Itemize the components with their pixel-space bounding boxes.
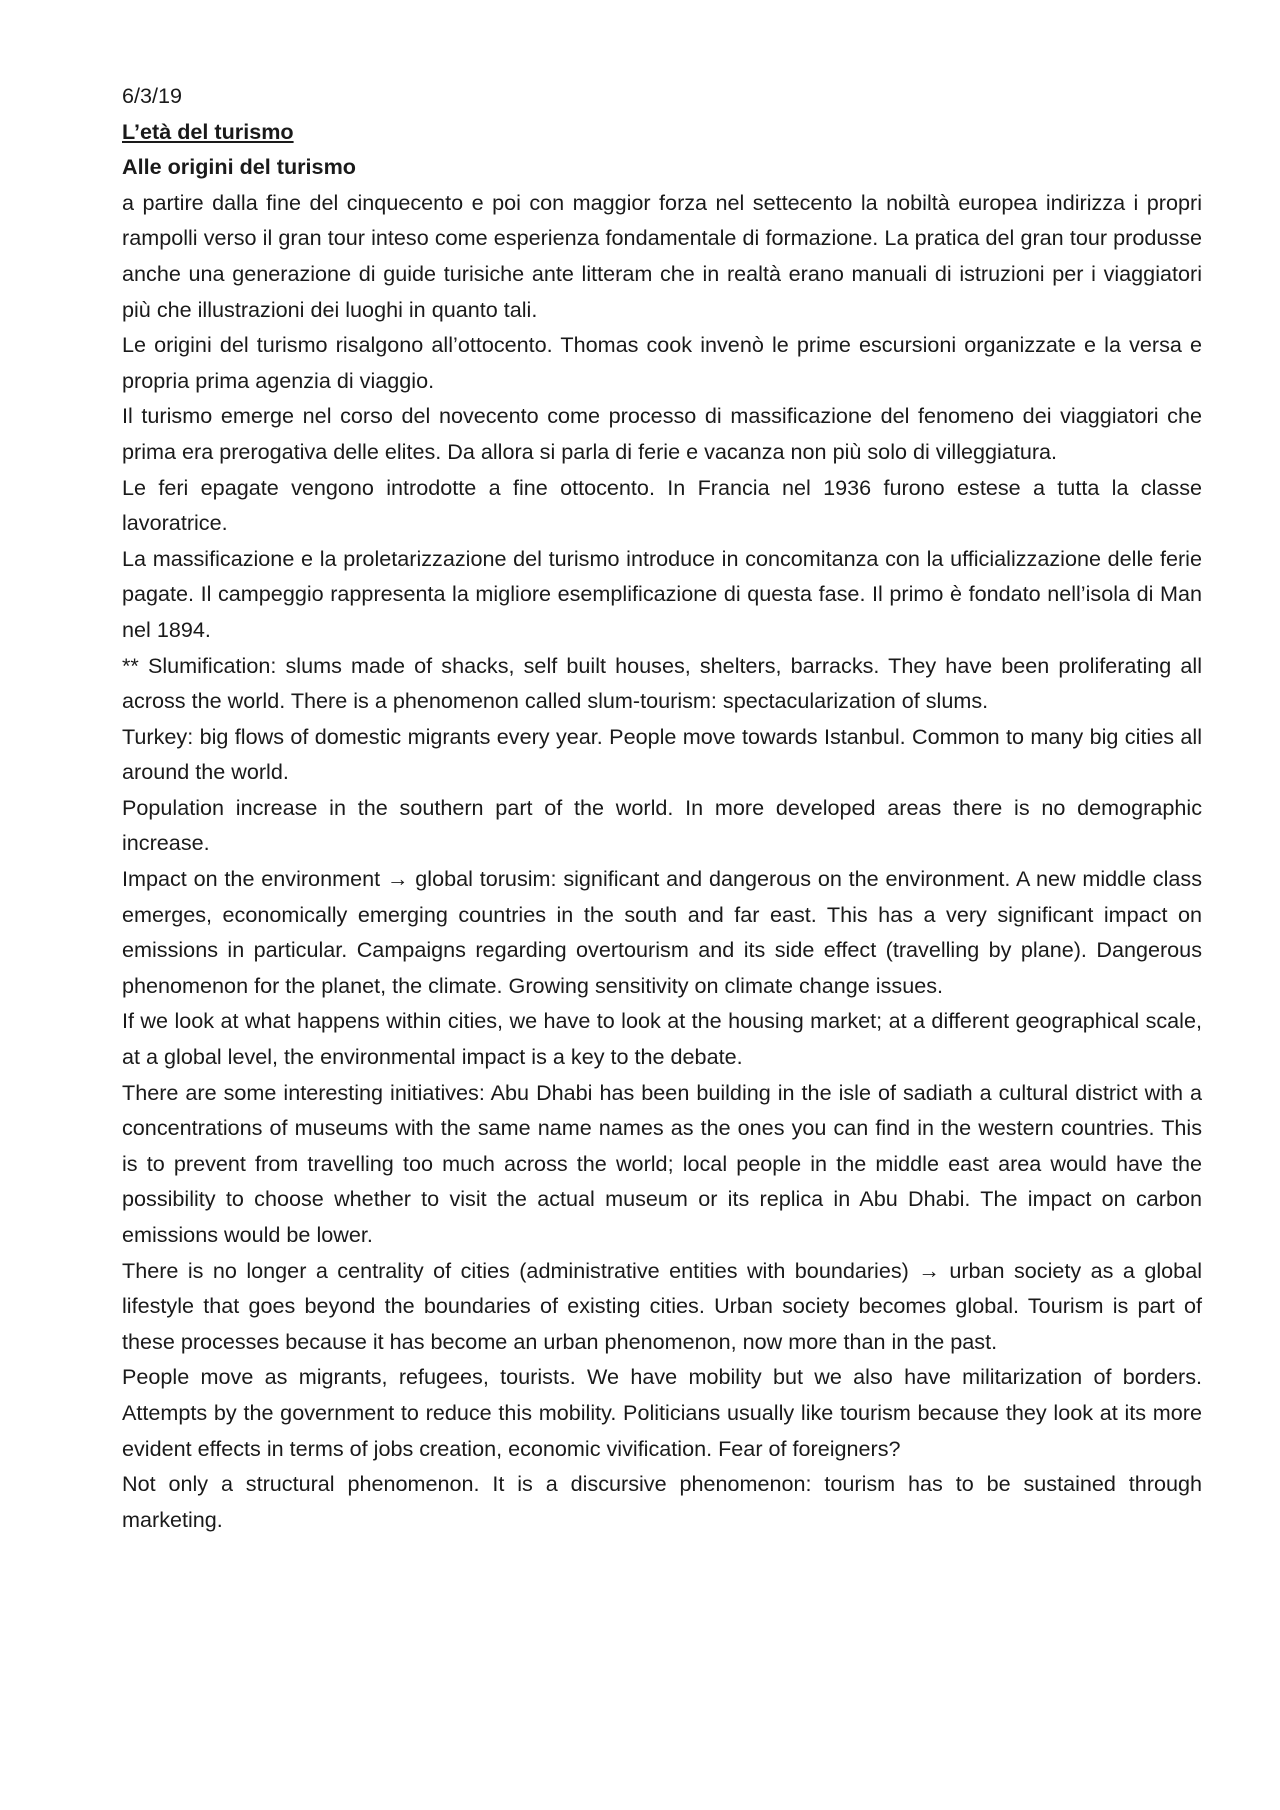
document-title: L’età del turismo <box>122 118 294 144</box>
paragraph: Il turismo emerge nel corso del novecento come processo di massificazione del fenomeno dei viaggiatori che prima era prerogativa delle elites. Da allora si parla di ferie e vacanza non più solo di villeggiatura. <box>122 403 1202 464</box>
paragraph: People move as migrants, refugees, tourists. We have mobility but we also have militarization of borders. Attempts by the government to reduce this mobility. Politicians usually like tourism because they look at its more evident effects in terms of jobs creation, economic vivification. Fear of foreigners? <box>122 1364 1202 1461</box>
section-heading: Alle origini del turismo <box>122 154 356 180</box>
paragraph: Impact on the environment → global torusim: significant and dangerous on the environment. A new middle class emerges, economically emerging countries in the south and far east. This has a very significant impact on emissions in particular. Campaigns regarding overtourism and its side effect (travelling by plane). Dangerous phenomenon for the planet, the climate. Growing sensitivity on climate change issues. <box>122 866 1202 998</box>
paragraph: Le origini del turismo risalgono all’ottocento. Thomas cook invenò le prime escursioni organizzate e la versa e propria prima agenzia di viaggio. <box>122 332 1202 393</box>
paragraph: Turkey: big flows of domestic migrants every year. People move towards Istanbul. Common to many big cities all around the world. <box>122 723 1202 785</box>
paragraph: La massificazione e la proletarizzazione del turismo introduce in concomitanza con la ufficializzazione delle ferie pagate. Il campeggio rappresenta la migliore esemplificazione di questa fase. Il primo è fondato nell’isola di Man nel 1894. <box>122 545 1202 642</box>
paragraph: Le feri epagate vengono introdotte a fine ottocento. In Francia nel 1936 furono estese a tutta la classe lavoratrice. <box>122 474 1202 536</box>
paragraph: There are some interesting initiatives: Abu Dhabi has been building in the isle of sadiath a cultural district with a concentrations of museums with the same name names as the ones you can find in the western countries. This is to prevent from travelling too much across the world; local people in the middle east area would have the possibility to choose whether to visit the actual museum or its replica in Abu Dhabi. The impact on carbon emissions would be lower. <box>122 1079 1202 1247</box>
paragraph: Population increase in the southern part of the world. In more developed areas there is no demographic increase. <box>122 794 1202 856</box>
document-date: 6/3/19 <box>122 83 183 108</box>
paragraph: ** Slumification: slums made of shacks, self built houses, shelters, barracks. They have been proliferating all across the world. There is a phenomenon called slum-tourism: spectacularization of slums. <box>122 652 1202 714</box>
paragraph: There is no longer a centrality of cities (administrative entities with boundaries) → urban society as a global lifestyle that goes beyond the boundaries of existing cities. Urban society becomes global. Tourism is part of these processes because it has become an urban phenomenon, now more than in the past. <box>122 1257 1202 1354</box>
paragraph: a partire dalla fine del cinquecento e poi con maggior forza nel settecento la nobiltà europea indirizza i propri rampolli verso il gran tour inteso come esperienza fondamentale di formazione. La pratica del gran tour produsse anche una generazione di guide turisiche ante litteram che in realtà erano manuali di istruzioni per i viaggiatori più che illustrazioni dei luoghi in quanto tali. <box>122 189 1202 322</box>
document-page <box>122 78 1202 1537</box>
paragraph: Not only a structural phenomenon. It is a discursive phenomenon: tourism has to be sustained through marketing. <box>122 1471 1202 1532</box>
paragraph: If we look at what happens within cities, we have to look at the housing market; at a different geographical scale, at a global level, the environmental impact is a key to the debate. <box>122 1008 1202 1070</box>
